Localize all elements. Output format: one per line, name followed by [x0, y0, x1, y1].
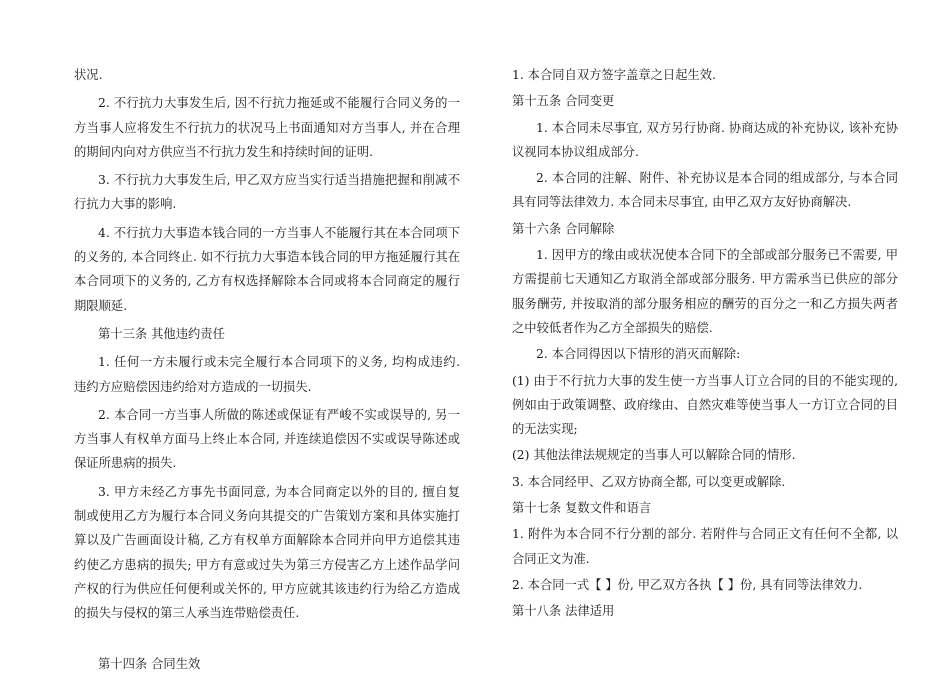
paragraph: 2. 不行抗力大事发生后, 因不行抗力拖延或不能履行合同义务的一方当事人应将发生不行抗力的状况马上书面通知对方当事人, 并在合理的期间内向对方供应当不行抗力发生和持续时间的证明. [74, 96, 460, 159]
paragraph: 2. 本合同一方当事人所做的陈述或保证有严峻不实或误导的, 另一方当事人有权单方面马上终止本合同, 并连续追偿因不实或误导陈述或保证所患病的损失. [74, 407, 460, 471]
paragraph: (1) 由于不行抗力大事的发生使一方当事人订立合同的目的不能实现的, 例如由于政策调整、政府缘由、自然灾难等使当事人一方订立合同的目的无法实现; [512, 373, 898, 437]
paragraph: 2. 本合同一式【 】份, 甲乙双方各执【 】份, 具有同等法律效力. [512, 577, 863, 592]
paragraph: (2) 其他法律法规规定的当事人可以解除合同的情形. [512, 448, 796, 463]
section-heading: 第十三条 其他违约责任 [98, 326, 225, 341]
paragraph: 3. 不行抗力大事发生后, 甲乙双方应当实行适当措施把握和削减不行抗力大事的影响. [74, 173, 460, 212]
paragraph: 2. 本合同的注解、附件、补充协议是本合同的组成部分, 与本合同具有同等法律效力. 本合同未尽事宜, 由甲乙双方友好协商解决. [512, 171, 898, 210]
section-heading: 第十五条 合同变更 [512, 94, 615, 109]
paragraph: 1. 本合同自双方签字盖章之日起生效. [512, 68, 717, 82]
section-heading: 第十八条 法律适用 [512, 604, 615, 619]
right-column [512, 63, 898, 624]
paragraph: 3. 甲方未经乙方事先书面同意, 为本合同商定以外的目的, 擅自复制或使用乙方为履行本合同义务向其提交的广告策划方案和具体实施打算以及广告画面设计稿, 乙方有权单方面解除本合同并向甲方追偿其违约使乙方患病的损失; 甲方有意或过失为第三方侵害乙方上述作品学问产权的行为供应任何便利或关怀的, 甲方应就其该违约行为给乙方造成的损失与侵权的第三人承当连带赔偿责任. [74, 484, 460, 621]
paragraph: 状况. [74, 68, 103, 82]
section-heading: 第十六条 合同解除 [512, 221, 615, 236]
paragraph: 1. 本合同未尽事宜, 双方另行协商. 协商达成的补充协议, 该补充协议视同本协议组成部分. [512, 120, 898, 159]
paragraph: 2. 本合同得因以下情形的消灭而解除: [536, 347, 741, 362]
paragraph: 1. 任何一方未履行或未完全履行本合同项下的义务, 均构成违约. 违约方应赔偿因违约给对方造成的一切损失. [74, 355, 460, 394]
left-column [74, 63, 460, 676]
paragraph: 1. 附件为本合同不行分割的部分. 若附件与合同正文有任何不全都, 以合同正文为准. [512, 527, 898, 566]
section-heading: 第十七条 复数文件和语言 [512, 501, 652, 516]
paragraph: 4. 不行抗力大事造本钱合同的一方当事人不能履行其在本合同项下的义务的, 本合同终止. 如不行抗力大事造本钱合同的甲方拖延履行其在本合同项下的义务的, 乙方有权选择解除本合同或将本合同商定的履行期限顺延. [74, 225, 460, 313]
paragraph: 3. 本合同经甲、乙双方协商全都, 可以变更或解除. [512, 474, 786, 489]
section-heading: 第十四条 合同生效 [98, 656, 201, 671]
paragraph: 1. 因甲方的缘由或状况使本合同下的全部或部分服务已不需要, 甲方需提前七天通知乙方取消全部或部分服务. 甲方需承当已供应的部分服务酬劳, 并按取消的部分服务相应的酬劳的百分之一和乙方损失两者之中较低者作为乙方全部损失的赔偿. [512, 248, 898, 335]
